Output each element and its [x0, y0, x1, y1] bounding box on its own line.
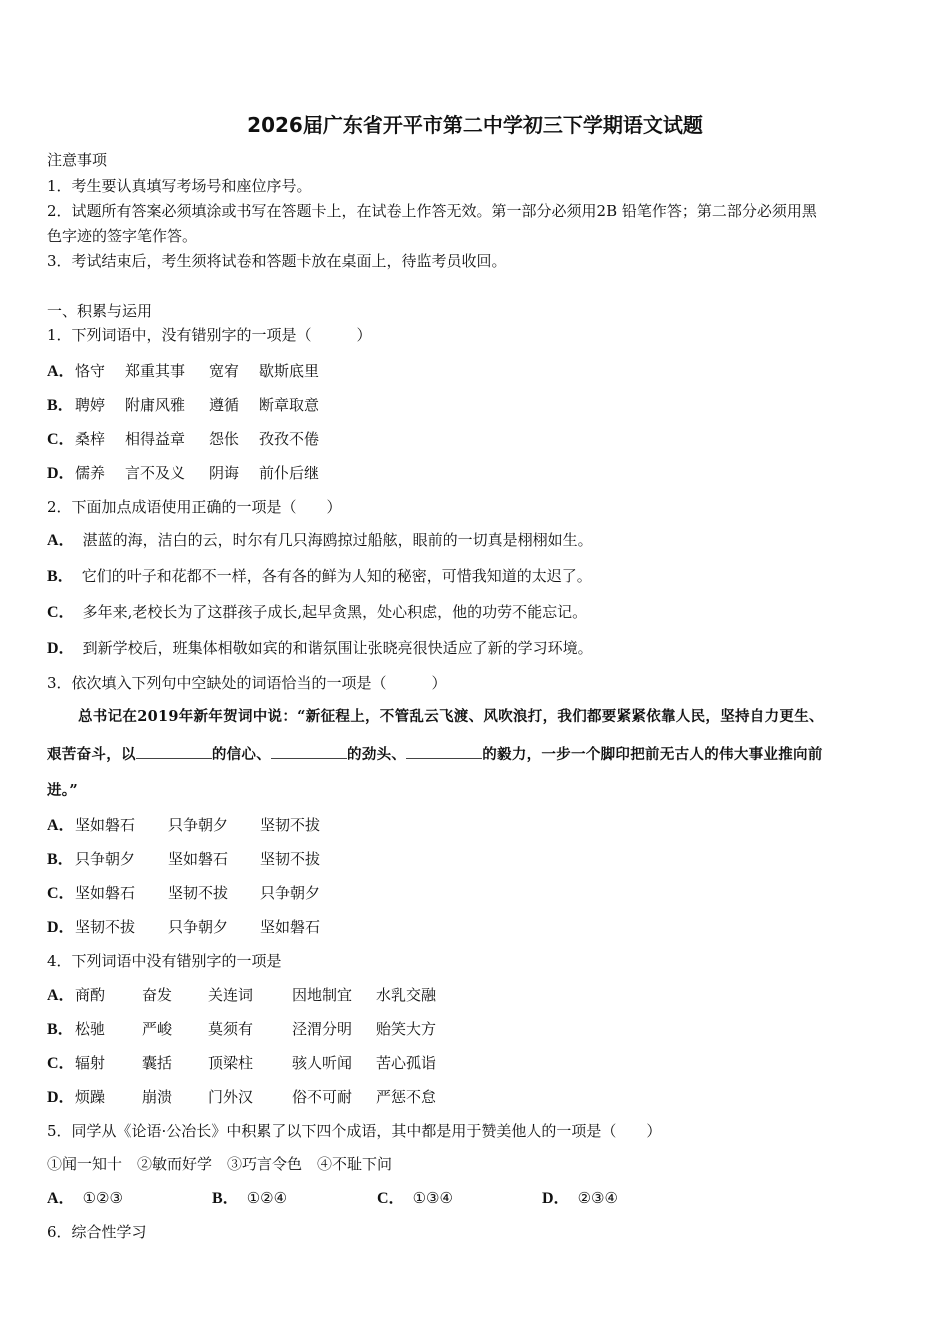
option-key: B．	[47, 397, 74, 414]
option-word: 松驰	[75, 1020, 106, 1038]
question-5-items: ①闻一知十 ②敏而好学 ③巧言令色 ④不耻下问	[47, 1155, 393, 1173]
option-word: 囊括	[142, 1054, 173, 1072]
option-text: 多年来,老校长为了这群孩子成长,起早贪黑，处心积虑，他的功劳不能忘记。	[82, 603, 588, 621]
passage-text: 的信心、	[211, 746, 272, 763]
option-key: C．	[47, 885, 75, 902]
option-word: 奋发	[142, 986, 173, 1004]
option-word: 商酌	[75, 986, 106, 1004]
passage-line	[47, 744, 823, 765]
option-word: 言不及义	[125, 464, 186, 482]
option-key: D．	[47, 465, 75, 482]
blank-2[interactable]	[271, 744, 347, 759]
option-word: 只争朝夕	[75, 850, 136, 868]
section-heading: 一、积累与运用	[47, 302, 153, 320]
option-word: 郑重其事	[125, 362, 186, 380]
option-text: ①③④	[412, 1189, 453, 1207]
option-word: 坚如磐石	[75, 816, 136, 834]
option-text: ②③④	[577, 1189, 618, 1207]
option-word: 坚如磐石	[260, 918, 321, 936]
question-5-stem: 5．同学从《论语·公冶长》中积累了以下四个成语，其中都是用于赞美他人的一项是（ ）	[47, 1122, 662, 1140]
option-key: B．	[47, 1021, 74, 1038]
option-key: D．	[542, 1190, 570, 1207]
option-word: 泾渭分明	[292, 1020, 353, 1038]
option	[47, 463, 320, 484]
option-key: A．	[47, 817, 75, 834]
option	[47, 1053, 437, 1074]
option-word: 只争朝夕	[168, 918, 229, 936]
option-key: C．	[47, 1055, 75, 1072]
option-word: 莫须有	[208, 1020, 254, 1038]
option-word: 烦躁	[75, 1088, 106, 1106]
notice-item: 2．试题所有答案必须填涂或书写在答题卡上，在试卷上作答无效。第一部分必须用2B 铅笔作答；第二部分必须用黑	[47, 202, 817, 220]
notice-item: 3．考试结束后，考生须将试卷和答题卡放在桌面上，待监考员收回。	[47, 252, 507, 270]
option-word: 辐射	[75, 1054, 106, 1072]
option	[212, 1188, 287, 1209]
option-text: 湛蓝的海，洁白的云，时尔有几只海鸥掠过船舷，眼前的一切真是栩栩如生。	[82, 531, 593, 549]
option-word: 桑梓	[75, 430, 106, 448]
option-word: 遵循	[209, 396, 240, 414]
option	[47, 1087, 437, 1108]
option-key: A．	[47, 363, 75, 380]
option-key: D．	[47, 640, 75, 657]
option-word: 附庸风雅	[125, 396, 186, 414]
option-word: 儒养	[75, 464, 106, 482]
notice-item: 1．考生要认真填写考场号和座位序号。	[47, 177, 312, 195]
option	[47, 883, 321, 904]
option	[47, 530, 593, 551]
option-key: B．	[47, 851, 74, 868]
option-key: C．	[377, 1190, 405, 1207]
option-word: 坚如磐石	[75, 884, 136, 902]
option-word: 水乳交融	[376, 986, 437, 1004]
blank-1[interactable]	[136, 744, 212, 759]
option-word: 坚韧不拔	[260, 816, 321, 834]
question-4-stem: 4．下列词语中没有错别字的一项是	[47, 952, 282, 970]
notice-heading: 注意事项	[47, 151, 108, 169]
option-word: 顶梁柱	[208, 1054, 254, 1072]
option-word: 只争朝夕	[168, 816, 229, 834]
option-word: 骇人听闻	[292, 1054, 353, 1072]
option	[377, 1188, 453, 1209]
option-word: 相得益章	[125, 430, 186, 448]
option	[47, 638, 593, 659]
question-1-stem: 1．下列词语中，没有错别字的一项是（ ）	[47, 326, 372, 344]
option-word: 前仆后继	[259, 464, 320, 482]
option-key: C．	[47, 604, 75, 621]
option-word: 严峻	[142, 1020, 173, 1038]
option-word: 门外汉	[208, 1088, 254, 1106]
page-title: 2026届广东省开平市第二中学初三下学期语文试题	[247, 113, 703, 137]
option	[47, 602, 587, 623]
passage-text: 艰苦奋斗，以	[47, 746, 136, 763]
option	[542, 1188, 618, 1209]
option-text: ①②③	[82, 1189, 123, 1207]
option-word: 宽宥	[209, 362, 240, 380]
question-6-stem: 6．综合性学习	[47, 1223, 147, 1241]
passage-line: 进。”	[47, 782, 78, 799]
option	[47, 361, 320, 382]
option-word: 只争朝夕	[260, 884, 321, 902]
option	[47, 429, 320, 450]
option	[47, 1188, 123, 1209]
option-key: D．	[47, 919, 75, 936]
option-word: 坚如磐石	[168, 850, 229, 868]
option	[47, 566, 592, 587]
option-word: 恪守	[75, 362, 106, 380]
passage-text: 的劲头、	[347, 746, 407, 763]
option-text: 它们的叶子和花都不一样，各有各的鲜为人知的秘密，可惜我知道的太迟了。	[81, 567, 592, 585]
option	[47, 1019, 437, 1040]
option-key: A．	[47, 987, 75, 1004]
option	[47, 815, 321, 836]
option-word: 贻笑大方	[376, 1020, 437, 1038]
option-key: B．	[212, 1190, 239, 1207]
option	[47, 985, 437, 1006]
option-key: D．	[47, 1089, 75, 1106]
option-key: B．	[47, 568, 74, 585]
passage-text: 的毅力，一步一个脚印把前无古人的伟大事业推向前	[482, 746, 823, 763]
option-word: 断章取意	[259, 396, 320, 414]
option-word: 严惩不怠	[376, 1088, 437, 1106]
option	[47, 917, 321, 938]
blank-3[interactable]	[406, 744, 482, 759]
notice-item: 色字迹的签字笔作答。	[47, 227, 198, 245]
option-word: 因地制宜	[292, 986, 353, 1004]
option	[47, 395, 320, 416]
option-word: 怨伥	[209, 430, 240, 448]
option-word: 崩溃	[142, 1088, 173, 1106]
option-word: 歇斯底里	[259, 362, 320, 380]
question-2-stem: 2．下面加点成语使用正确的一项是（ ）	[47, 498, 342, 516]
option-key: A．	[47, 1190, 75, 1207]
option	[47, 849, 321, 870]
option-word: 坚韧不拔	[75, 918, 136, 936]
option-text: ①②④	[246, 1189, 288, 1207]
option-key: C．	[47, 431, 75, 448]
option-word: 苦心孤诣	[376, 1054, 437, 1072]
option-word: 俗不可耐	[292, 1088, 353, 1106]
option-word: 关连词	[208, 986, 254, 1004]
option-word: 坚韧不拔	[168, 884, 229, 902]
option-text: 到新学校后，班集体相敬如宾的和谐氛围让张晓亮很快适应了新的学习环境。	[82, 639, 593, 657]
passage-line: 总书记在2019年新年贺词中说：“新征程上，不管乱云飞渡、风吹浪打，我们都要紧紧依靠人民，坚持自力更生、	[78, 708, 824, 725]
option-word: 孜孜不倦	[259, 430, 320, 448]
option-word: 聘婷	[75, 396, 106, 414]
option-word: 坚韧不拔	[260, 850, 321, 868]
option-key: A．	[47, 532, 75, 549]
question-3-stem: 3．依次填入下列句中空缺处的词语恰当的一项是（ ）	[47, 674, 447, 692]
option-word: 阴诲	[209, 464, 240, 482]
